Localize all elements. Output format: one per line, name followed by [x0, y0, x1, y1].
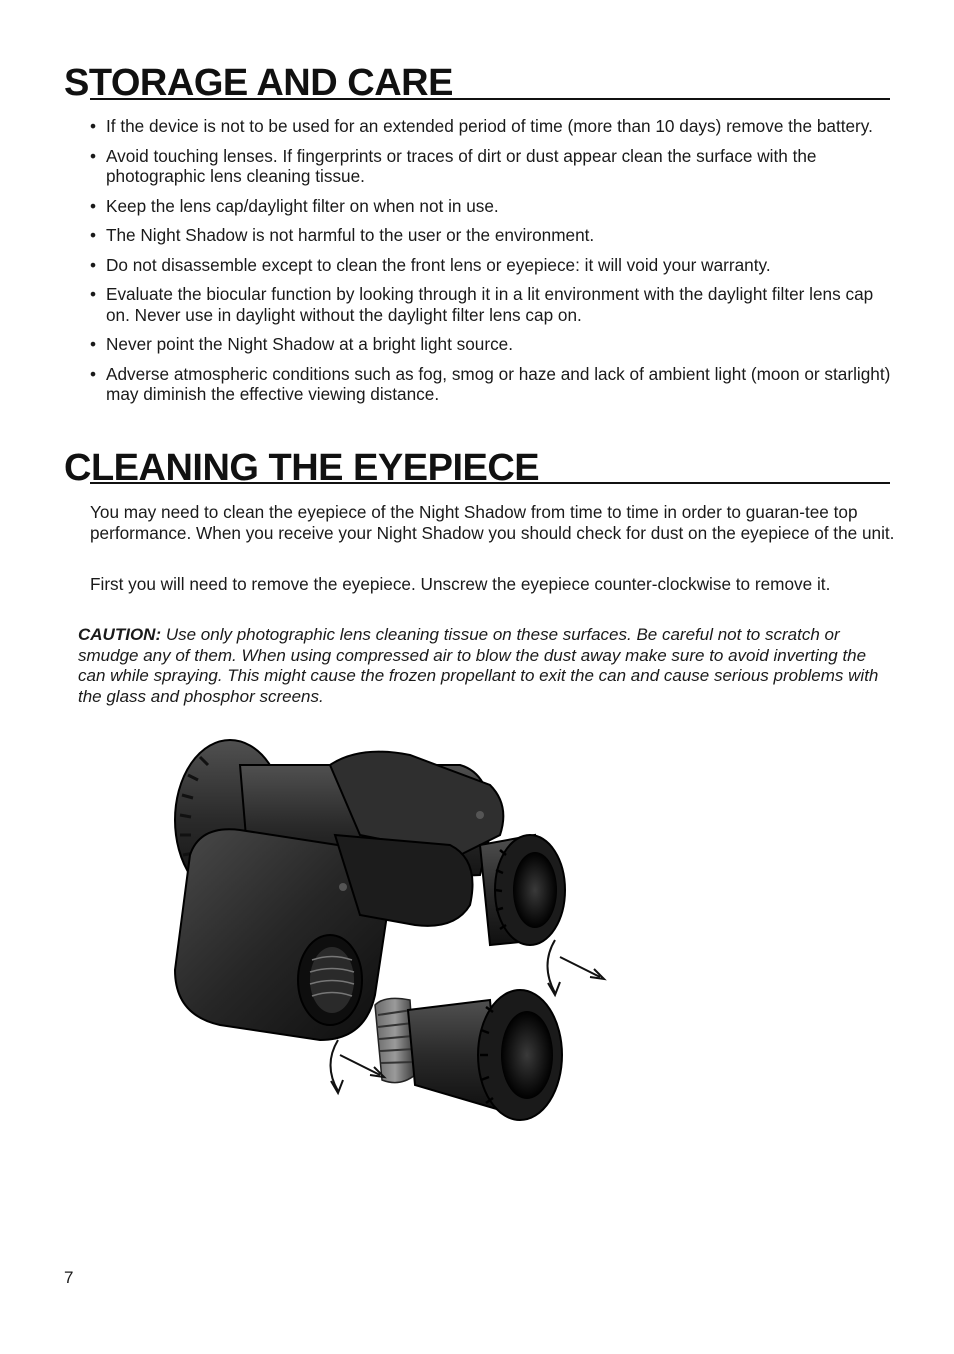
rotation-arrow-icon: [331, 1040, 385, 1093]
storage-heading: STORAGE AND CARE: [64, 62, 453, 104]
list-item: [90, 334, 895, 355]
list-item: [90, 196, 895, 217]
list-item-text: If the device is not to be used for an extended period of time (more than 10 days) remove the battery.: [106, 116, 873, 136]
cleaning-paragraph-1: You may need to clean the eyepiece of the Night Shadow from time to time in order to guaran-tee top performance. When you receive your Night Shadow you should check for dust on the eyepiece of the unit.: [90, 502, 895, 543]
list-item: [90, 255, 895, 276]
list-item-text: Avoid touching lenses. If fingerprints or traces of dirt or dust appear clean the surface with the photographic lens cleaning tissue.: [106, 145, 817, 186]
mounted-eyepiece: [480, 835, 565, 945]
screw-icon: [476, 811, 484, 819]
list-item: [90, 116, 895, 137]
threaded-socket: [298, 935, 362, 1025]
bullet-glyph: •: [90, 334, 97, 354]
page-number: 7: [64, 1268, 74, 1287]
bullet-glyph: •: [90, 363, 97, 384]
list-item: [90, 364, 895, 405]
bullet-glyph: •: [90, 254, 97, 275]
removed-eyepiece: [375, 990, 562, 1120]
bullet-glyph: •: [90, 284, 97, 304]
list-item-text: Do not disassemble except to clean the front lens or eyepiece: it will void your warranty.: [106, 254, 771, 275]
bullet-glyph: •: [90, 195, 97, 216]
storage-heading-rule: [90, 98, 890, 100]
caution-label: CAUTION:: [78, 625, 162, 644]
screw-icon: [339, 883, 347, 891]
cleaning-paragraph-2: First you will need to remove the eyepiece. Unscrew the eyepiece counter-clockwise to remove it.: [90, 574, 831, 594]
list-item-text: Never point the Night Shadow at a bright light source.: [106, 334, 514, 354]
list-item: [90, 146, 895, 187]
caution-text: Use only photographic lens cleaning tissue on these surfaces. Be careful not to scratch or smudge any of them. When using compressed air to blow the dust away make sure to avoid inverting the can while spraying. This might cause the frozen propellant to exit the can and cause serious problems with the glass and phosphor screens.: [78, 625, 879, 706]
list-item-text: The Night Shadow is not harmful to the user or the environment.: [106, 225, 595, 245]
cleaning-heading-rule: [90, 482, 890, 484]
list-item: [90, 284, 895, 325]
caution-note: [78, 625, 893, 707]
list-item-text: Keep the lens cap/daylight filter on when not in use.: [106, 195, 499, 216]
bullet-glyph: •: [90, 145, 97, 166]
rotation-arrow-icon: [548, 940, 605, 995]
storage-list: [90, 116, 895, 414]
biocular-eyepiece-illustration: [160, 725, 630, 1155]
bullet-glyph: •: [90, 225, 97, 245]
bullet-glyph: •: [90, 116, 97, 136]
cleaning-heading: CLEANING THE EYEPIECE: [64, 447, 540, 489]
list-item: [90, 225, 895, 246]
list-item-text: Adverse atmospheric conditions such as fog, smog or haze and lack of ambient light (moon or starlight) may diminish the effective viewing distance.: [106, 363, 891, 404]
list-item-text: Evaluate the biocular function by looking through it in a lit environment with the daylight filter lens cap on. Never use in daylight without the daylight filter lens cap on.: [106, 284, 874, 325]
